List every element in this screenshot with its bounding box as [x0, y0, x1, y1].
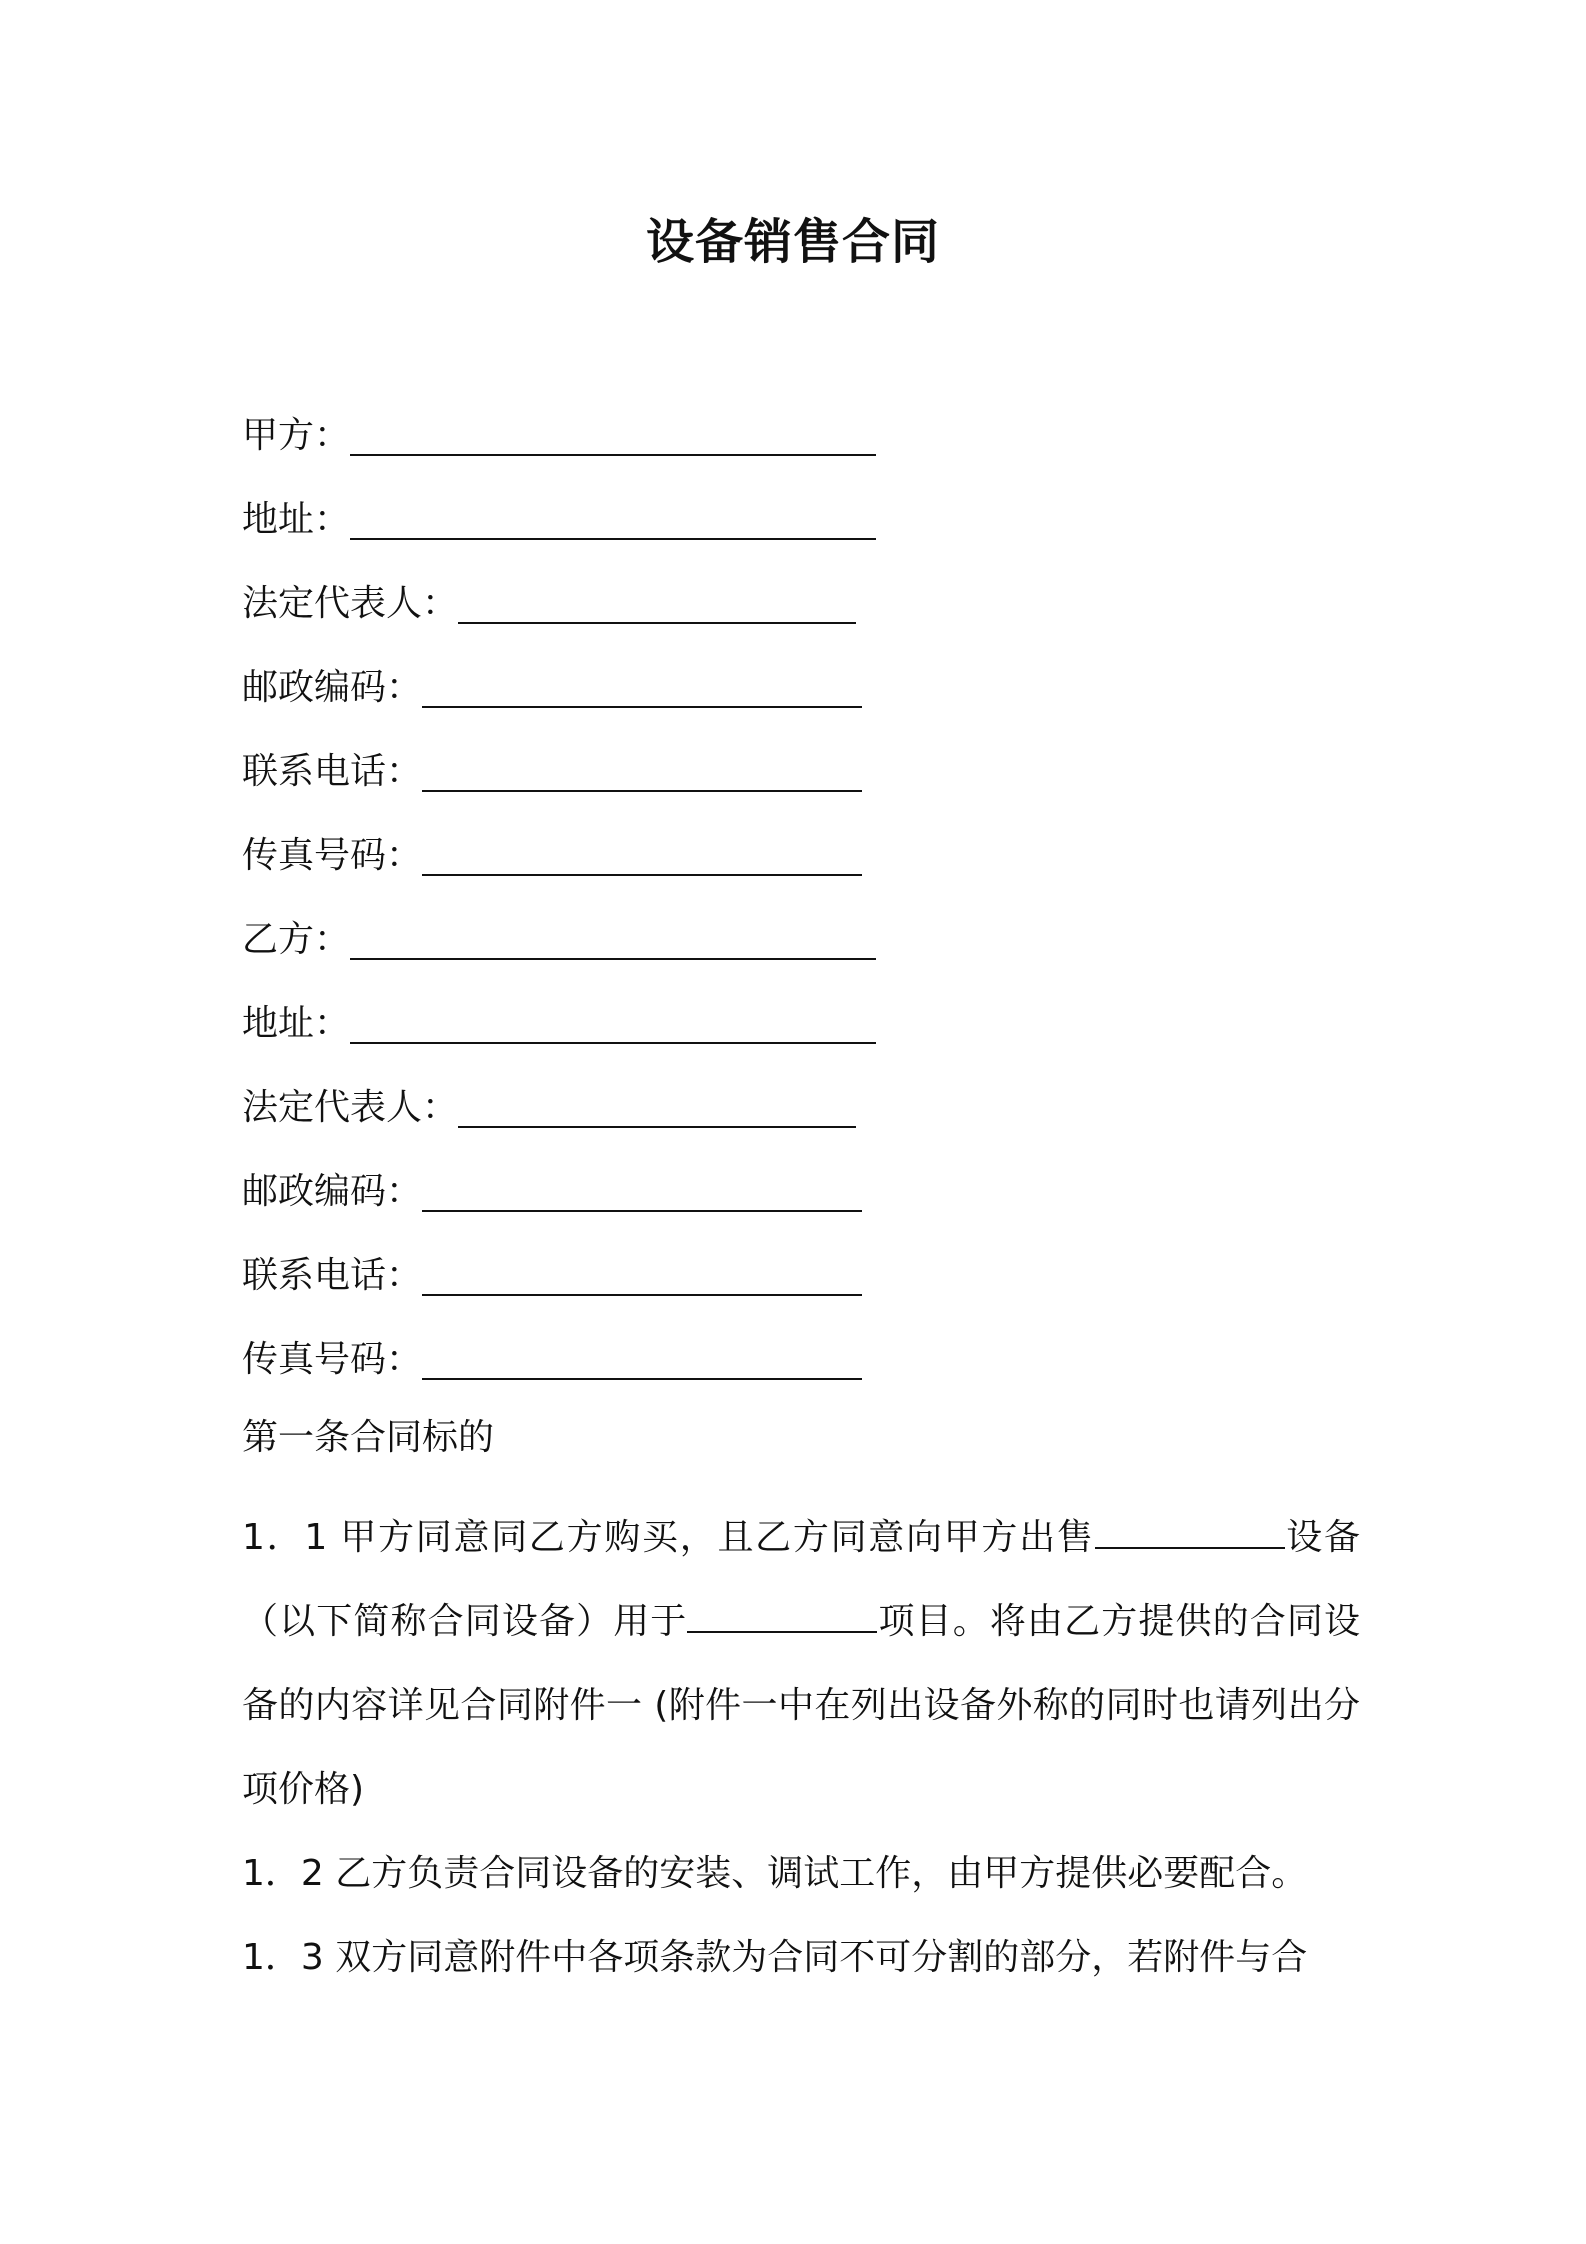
party-a-label: 甲方： — [242, 415, 351, 456]
party-a-representative-blank — [458, 582, 856, 624]
party-b-fax-label: 传真号码： — [242, 1339, 423, 1380]
party-a-row — [242, 410, 1362, 494]
clause-1-1-part-c: 项目。将由乙方提供的合同设备的内容详见合同附件一 (附件一中在列出设备外称的同时也请列出分项价格) — [242, 1601, 1360, 1810]
party-b-address-label: 地址： — [242, 1003, 351, 1044]
party-a-fax-blank — [422, 834, 862, 876]
clause-1-3: 1．3 双方同意附件中各项条款为合同不可分割的部分，若附件与合 — [242, 1937, 1308, 1978]
project-name-blank — [687, 1591, 877, 1633]
party-a-postal-code-row — [242, 662, 1362, 746]
party-b-fax-row — [242, 1334, 1362, 1418]
party-b-postal-code-blank — [422, 1170, 862, 1212]
article-1-heading: 第一条合同标的 — [242, 1417, 495, 1458]
party-b-postal-code-row — [242, 1166, 1362, 1250]
party-a-postal-code-label: 邮政编码： — [242, 667, 423, 708]
clause-1-1-part-a: 1．1 甲方同意同乙方购买，且乙方同意向甲方出售 — [242, 1517, 1095, 1558]
party-a-phone-label: 联系电话： — [242, 751, 423, 792]
party-a-address-row — [242, 494, 1362, 578]
party-a-phone-row — [242, 746, 1362, 830]
party-b-address-row — [242, 998, 1362, 1082]
clause-1-1 — [242, 1496, 1360, 1832]
party-a-representative-label: 法定代表人： — [242, 583, 459, 624]
party-a-postal-code-blank — [422, 666, 862, 708]
party-a-fax-row — [242, 830, 1362, 914]
party-b-phone-label: 联系电话： — [242, 1255, 423, 1296]
party-b-label: 乙方： — [242, 919, 351, 960]
party-b-postal-code-label: 邮政编码： — [242, 1171, 423, 1212]
party-a-fax-label: 传真号码： — [242, 835, 423, 876]
party-b-address-blank — [350, 1002, 876, 1044]
contract-title: 设备销售合同 — [645, 214, 940, 270]
contract-body — [242, 1412, 1360, 2000]
party-a-blank — [350, 414, 876, 456]
party-a-address-blank — [350, 498, 876, 540]
party-a-representative-row — [242, 578, 1362, 662]
party-b-blank — [350, 918, 876, 960]
clause-1-2: 1．2 乙方负责合同设备的安装、调试工作，由甲方提供必要配合。 — [242, 1853, 1308, 1894]
party-b-fax-blank — [422, 1338, 862, 1380]
equipment-name-blank — [1095, 1507, 1285, 1549]
clause-1-1-part-b: 设备（以下简称合同设备）用于 — [242, 1517, 1360, 1642]
party-b-row — [242, 914, 1362, 998]
party-b-phone-blank — [422, 1254, 862, 1296]
party-b-representative-blank — [458, 1086, 856, 1128]
party-a-phone-blank — [422, 750, 862, 792]
party-b-representative-row — [242, 1082, 1362, 1166]
party-b-phone-row — [242, 1250, 1362, 1334]
party-b-representative-label: 法定代表人： — [242, 1087, 459, 1128]
party-a-address-label: 地址： — [242, 499, 351, 540]
party-info-block — [242, 410, 1362, 1418]
